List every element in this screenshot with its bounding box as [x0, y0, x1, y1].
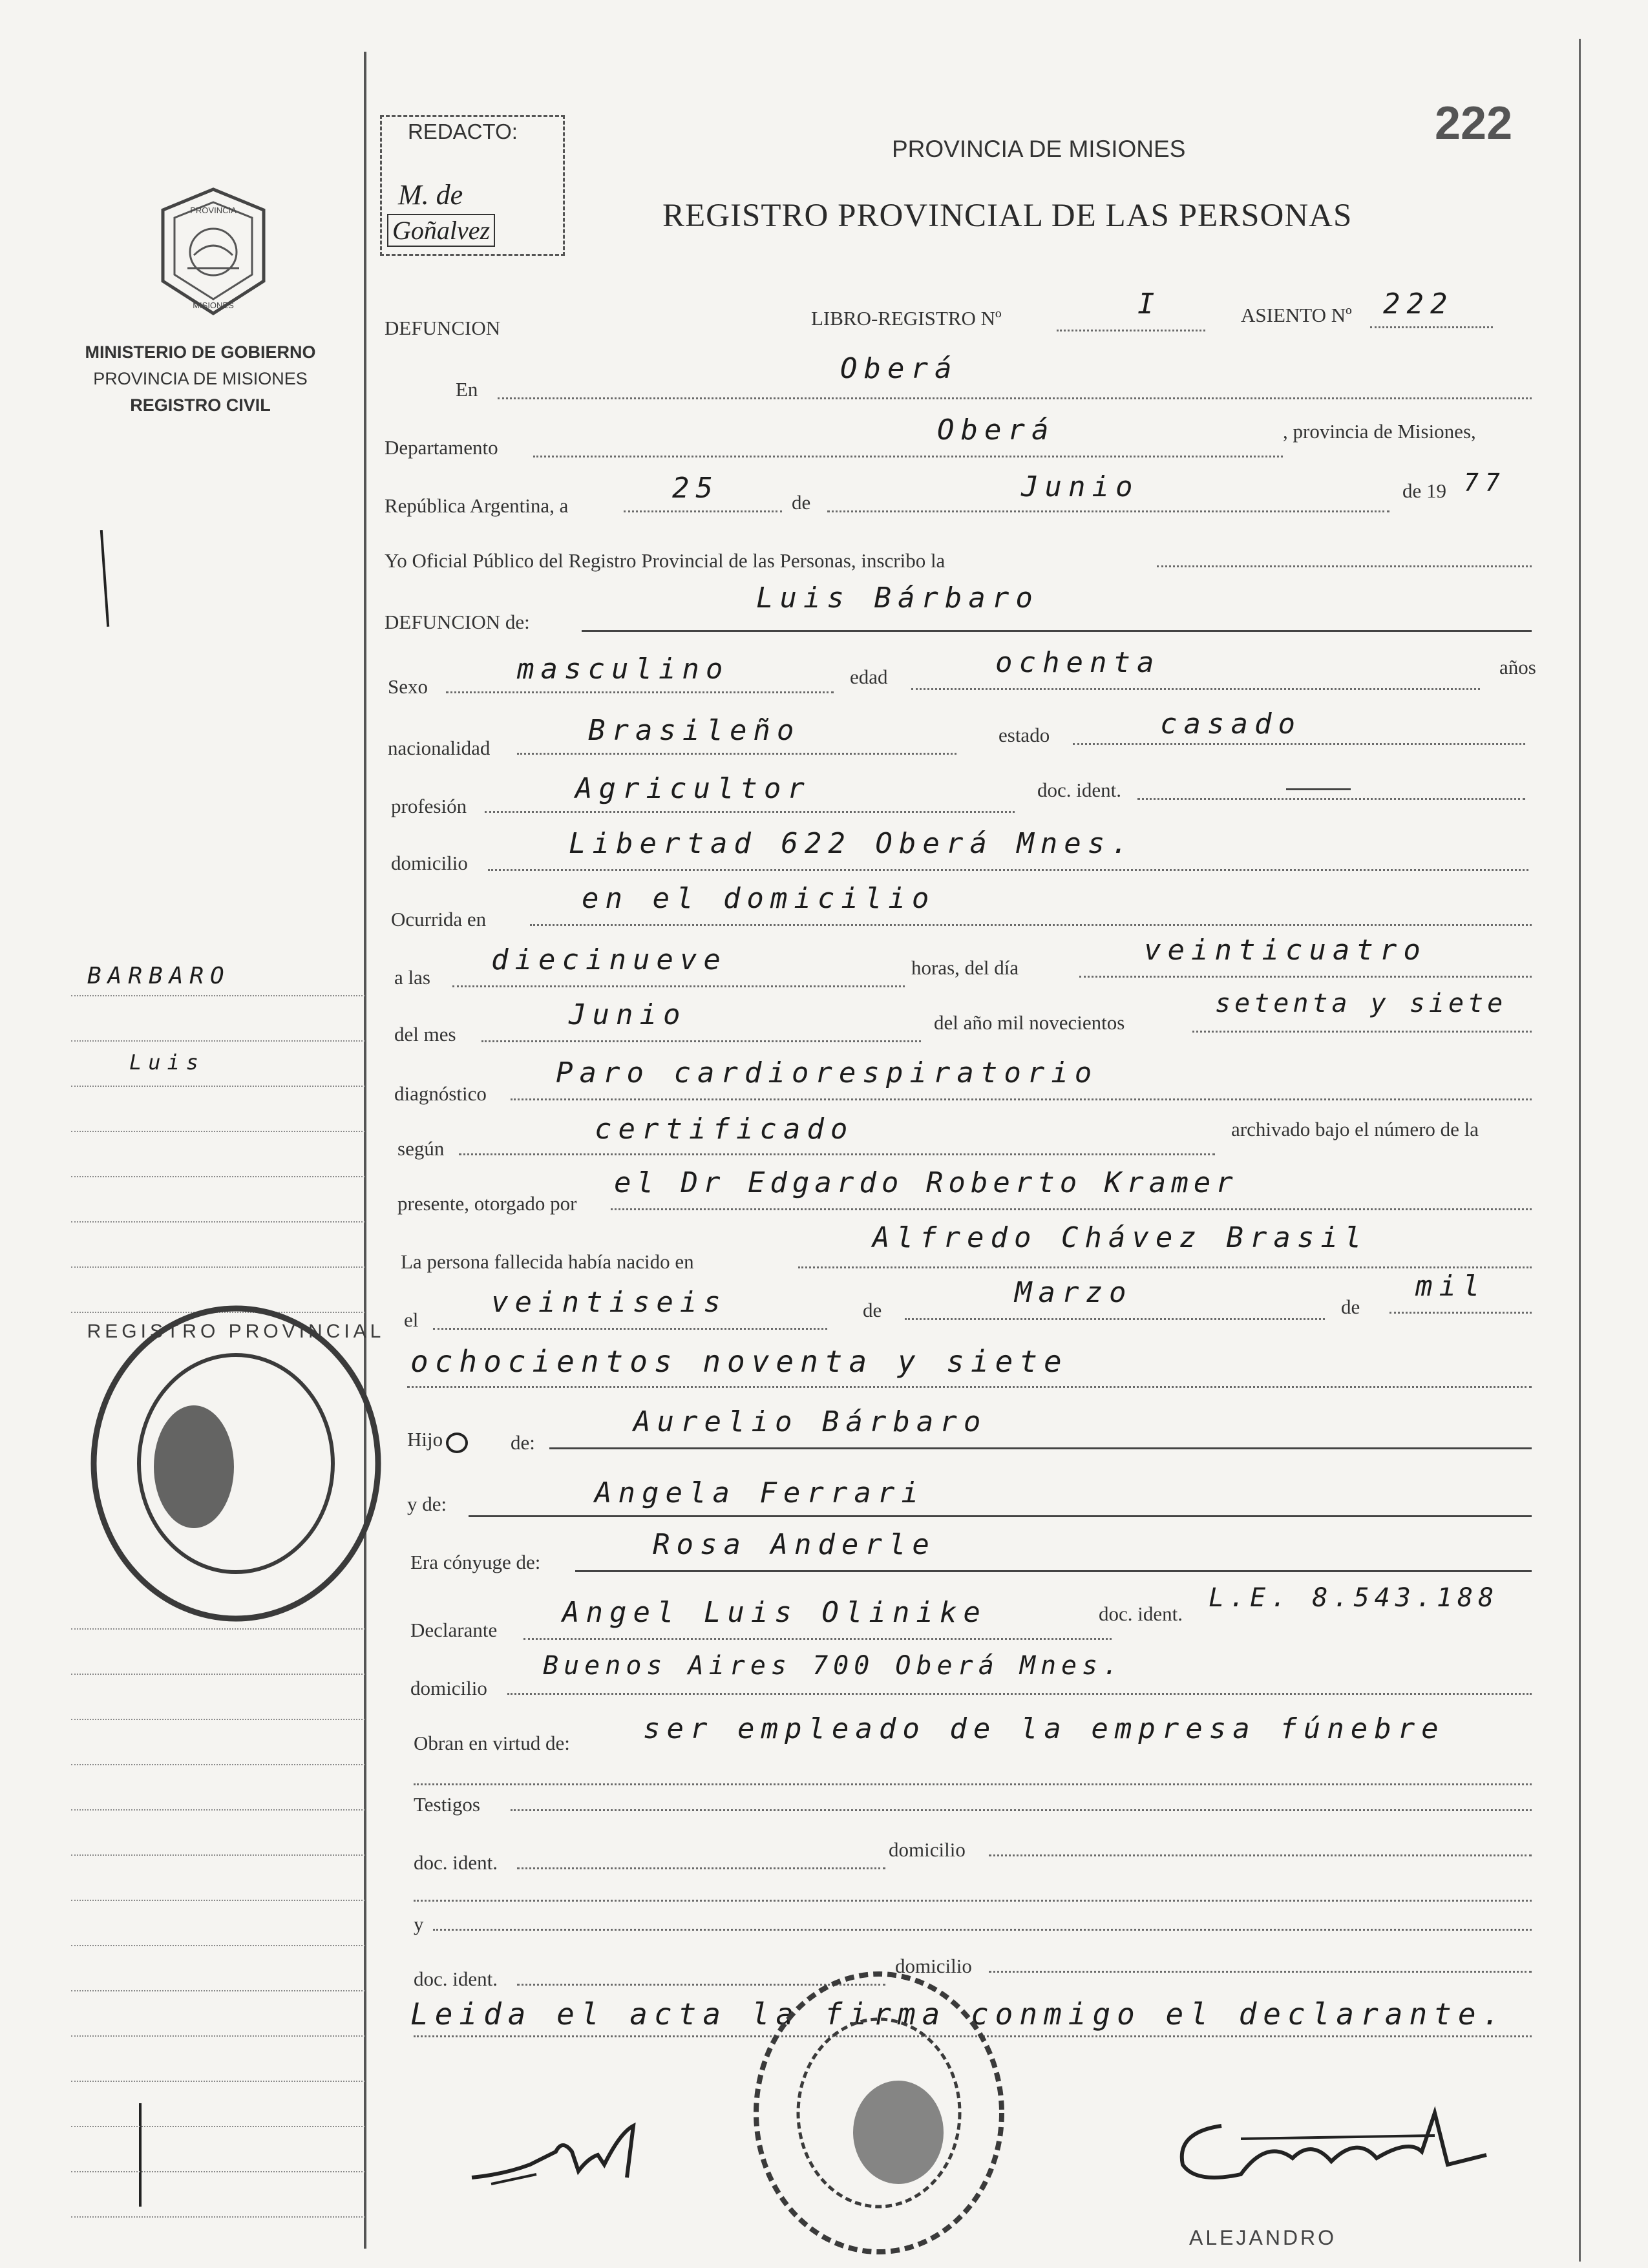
t2-domicilio-line	[989, 1971, 1532, 1973]
anio-value: setenta y siete	[1215, 989, 1507, 1018]
birth-year-1: mil	[1415, 1270, 1486, 1303]
republica-label: República Argentina, a	[385, 494, 569, 517]
domicilio-value: Libertad 622 Oberá Mnes.	[569, 827, 1135, 860]
diagnostico-line	[511, 1098, 1532, 1100]
departamento-value: Oberá	[937, 414, 1055, 446]
conyuge-value: Rosa Anderle	[653, 1528, 936, 1561]
anos-label: años	[1499, 656, 1536, 678]
segun-label: según	[397, 1137, 445, 1160]
registry-stamp-bottom	[743, 1964, 1015, 2262]
margin-given-name: Luis	[129, 1050, 206, 1075]
oficial-text: Yo Oficial Público del Registro Provincial de las Personas, inscribo la	[385, 549, 945, 572]
nacionalidad-value: Brasileño	[588, 714, 801, 747]
margin-line	[71, 1900, 365, 1901]
edad-label: edad	[850, 666, 888, 688]
redacto-value-2: Goñalvez	[387, 214, 495, 247]
nacionalidad-line	[517, 753, 956, 755]
day-value: 25	[672, 472, 719, 505]
nacionalidad-label: nacionalidad	[388, 737, 491, 759]
obran-line-2	[414, 1783, 1532, 1785]
en-label: En	[456, 378, 478, 401]
year-suffix: 77	[1464, 468, 1506, 497]
svg-text:REGISTRO PROVINCIAL: REGISTRO PROVINCIAL	[87, 1321, 385, 1342]
official-signature	[1163, 2100, 1499, 2197]
birth-month-line	[905, 1318, 1325, 1320]
profesion-line	[485, 811, 1015, 813]
decl-domicilio-label: domicilio	[410, 1677, 487, 1699]
ocurrida-value: en el domicilio	[582, 882, 936, 915]
t2-domicilio-label: domicilio	[895, 1955, 972, 1977]
libro-value: I	[1137, 288, 1161, 320]
dia-line	[1079, 976, 1532, 978]
domicilio-label: domicilio	[391, 852, 468, 874]
archivado-label: archivado bajo el número de la	[1231, 1118, 1479, 1140]
a-las-label: a las	[394, 966, 430, 989]
en-line	[498, 397, 1532, 399]
birth-year-line-2	[407, 1386, 1532, 1388]
margin-line	[71, 1854, 365, 1856]
registry-stamp-left	[81, 1299, 391, 1628]
binding-line	[364, 52, 366, 2249]
margin-line	[71, 1809, 365, 1811]
profesion-value: Agricultor	[575, 772, 811, 805]
ministry-line-1: MINISTERIO DE GOBIERNO	[85, 342, 316, 362]
horas-value: diecinueve	[491, 943, 727, 976]
margin-line	[71, 1628, 365, 1630]
decl-domicilio-value: Buenos Aires 700 Oberá Mnes.	[543, 1651, 1124, 1681]
redacto-box	[380, 115, 565, 256]
edad-line	[911, 688, 1480, 690]
margin-line	[71, 1086, 365, 1087]
t1-doc-line	[517, 1867, 885, 1869]
departamento-label: Departamento	[385, 436, 498, 459]
registry-title: REGISTRO PROVINCIAL DE LAS PERSONAS	[662, 198, 1353, 234]
doc-ident-line	[1137, 798, 1525, 800]
act-type: DEFUNCION	[385, 317, 501, 339]
de-label-3: de	[1341, 1296, 1360, 1318]
birth-year-2: ochocientos noventa y siete	[410, 1344, 1068, 1379]
provincia-text: , provincia de Misiones,	[1283, 420, 1476, 443]
nacido-line	[798, 1266, 1532, 1268]
presente-label: presente, otorgado por	[397, 1192, 577, 1215]
departamento-line	[533, 456, 1283, 457]
margin-line	[71, 2035, 365, 2037]
margin-line	[71, 1176, 365, 1177]
obran-value: ser empleado de la empresa fúnebre	[643, 1712, 1445, 1745]
ocurrida-label: Ocurrida en	[391, 908, 487, 930]
month-line	[827, 510, 1389, 512]
margin-surname: BARBARO	[87, 963, 231, 989]
margin-line	[71, 1131, 365, 1132]
t2-line	[433, 1929, 1532, 1931]
anio-label: del año mil novecientos	[934, 1011, 1125, 1034]
sexo-value: masculino	[517, 653, 730, 686]
hijo-circle-mark	[446, 1433, 468, 1453]
nacido-label: La persona fallecida había nacido en	[401, 1250, 694, 1273]
horas-line	[452, 985, 905, 987]
birth-month: Marzo	[1015, 1276, 1133, 1309]
margin-mark-1	[100, 530, 109, 627]
horas-label: horas, del día	[911, 956, 1019, 979]
diagnostico-value: Paro cardiorespiratorio	[556, 1056, 1099, 1089]
ocurrida-line	[530, 924, 1532, 926]
margin-line	[71, 2171, 365, 2172]
deceased-line	[582, 630, 1532, 632]
oficial-line	[1157, 565, 1532, 567]
day-line	[624, 510, 782, 512]
t1-domicilio-label: domicilio	[889, 1838, 966, 1861]
birth-day: veintiseis	[491, 1286, 727, 1319]
margin-line	[71, 2126, 365, 2127]
redacto-label: REDACTO:	[408, 120, 518, 143]
margin-line	[71, 1266, 365, 1268]
presente-line	[611, 1208, 1532, 1210]
segun-line	[459, 1153, 1215, 1155]
asiento-value: 222	[1383, 288, 1454, 320]
hijo-label: Hijo	[407, 1428, 443, 1451]
ministry-line-3: REGISTRO CIVIL	[130, 395, 271, 415]
margin-line	[71, 1674, 365, 1675]
de-label-1: de	[792, 491, 811, 514]
estado-label: estado	[998, 724, 1050, 746]
profesion-label: profesión	[391, 795, 467, 817]
decl-doc-label: doc. ident.	[1099, 1602, 1183, 1625]
conyuge-line	[575, 1570, 1532, 1572]
month-value: Junio	[1021, 470, 1139, 503]
diagnostico-label: diagnóstico	[394, 1082, 487, 1105]
margin-line	[71, 1990, 365, 1991]
otorgado-value: el Dr Edgardo Roberto Kramer	[614, 1166, 1238, 1199]
y-label: y	[414, 1913, 424, 1935]
estado-line	[1073, 743, 1525, 745]
declarante-value: Angel Luis Olinike	[562, 1596, 987, 1629]
testigos-line	[511, 1809, 1532, 1811]
margin-line	[71, 1945, 365, 1946]
year-prefix: de 19	[1402, 479, 1447, 502]
dia-value: veinticuatro	[1144, 934, 1427, 967]
margin-line	[71, 995, 365, 996]
conyuge-label: Era cónyuge de:	[410, 1551, 541, 1573]
ministry-header	[65, 339, 336, 419]
t1-domicilio-line	[989, 1854, 1532, 1856]
official-name: ALEJANDRO	[1189, 2226, 1337, 2249]
asiento-label: ASIENTO Nº	[1241, 304, 1352, 326]
deceased-name: Luis Bárbaro	[756, 582, 1039, 614]
segun-value: certificado	[595, 1113, 854, 1146]
asiento-line	[1370, 326, 1493, 328]
anio-line	[1192, 1031, 1532, 1033]
birth-year-line	[1389, 1312, 1532, 1314]
mes-line	[481, 1040, 921, 1042]
sexo-label: Sexo	[388, 675, 428, 698]
mother-line	[469, 1515, 1532, 1517]
birth-day-line	[433, 1328, 827, 1330]
libro-label: LIBRO-REGISTRO Nº	[811, 307, 1002, 330]
decl-domicilio-line	[507, 1693, 1532, 1695]
el-label: el	[404, 1308, 419, 1331]
t1-doc-label: doc. ident.	[414, 1851, 498, 1874]
decl-doc-value: L.E. 8.543.188	[1209, 1583, 1499, 1613]
svg-text:PROVINCIA: PROVINCIA	[190, 205, 237, 215]
obran-label: Obran en virtud de:	[414, 1732, 570, 1754]
redacto-value-1: M. de	[398, 179, 463, 211]
doc-ident-dash	[1286, 788, 1351, 790]
declarante-label: Declarante	[410, 1619, 498, 1641]
father-line	[549, 1447, 1532, 1449]
en-value: Oberá	[840, 352, 958, 385]
margin-line	[71, 1221, 365, 1223]
sexo-line	[446, 691, 834, 693]
svg-text:MISIONES: MISIONES	[193, 300, 234, 310]
testigos-label: Testigos	[414, 1793, 480, 1816]
t2-doc-label: doc. ident.	[414, 1968, 498, 1990]
province-title: PROVINCIA DE MISIONES	[892, 136, 1186, 162]
defuncion-de-label: DEFUNCION de:	[385, 611, 530, 633]
hijo-de-label: de:	[511, 1431, 535, 1454]
mes-value: Junio	[569, 998, 687, 1031]
mother-value: Angela Ferrari	[595, 1476, 925, 1509]
father-value: Aurelio Bárbaro	[633, 1405, 988, 1438]
edad-value: ochenta	[995, 646, 1161, 679]
margin-line	[71, 1719, 365, 1720]
ministry-seal	[149, 184, 278, 320]
domicilio-line	[488, 869, 1528, 871]
right-border-line	[1579, 39, 1581, 2262]
margin-line	[71, 1764, 365, 1765]
declarante-line	[523, 1638, 1112, 1640]
y-de-label: y de:	[407, 1493, 447, 1515]
de-label-2: de	[863, 1299, 882, 1321]
estado-value: casado	[1160, 708, 1302, 740]
t1-extra-line	[414, 1900, 1532, 1902]
nacido-value: Alfredo Chávez Brasil	[872, 1221, 1368, 1254]
margin-line	[71, 2081, 365, 2082]
libro-line	[1057, 330, 1205, 331]
closing-statement: Leida el acta la firma conmigo el declarante.	[410, 1997, 1507, 2032]
doc-ident-label: doc. ident.	[1037, 779, 1121, 801]
margin-mark-2	[139, 2103, 142, 2207]
del-mes-label: del mes	[394, 1023, 456, 1045]
ministry-line-2: PROVINCIA DE MISIONES	[93, 369, 308, 388]
margin-line	[71, 2216, 365, 2218]
page-number: 222	[1435, 98, 1513, 149]
declarant-signature	[465, 2113, 672, 2197]
margin-line	[71, 1040, 365, 1042]
